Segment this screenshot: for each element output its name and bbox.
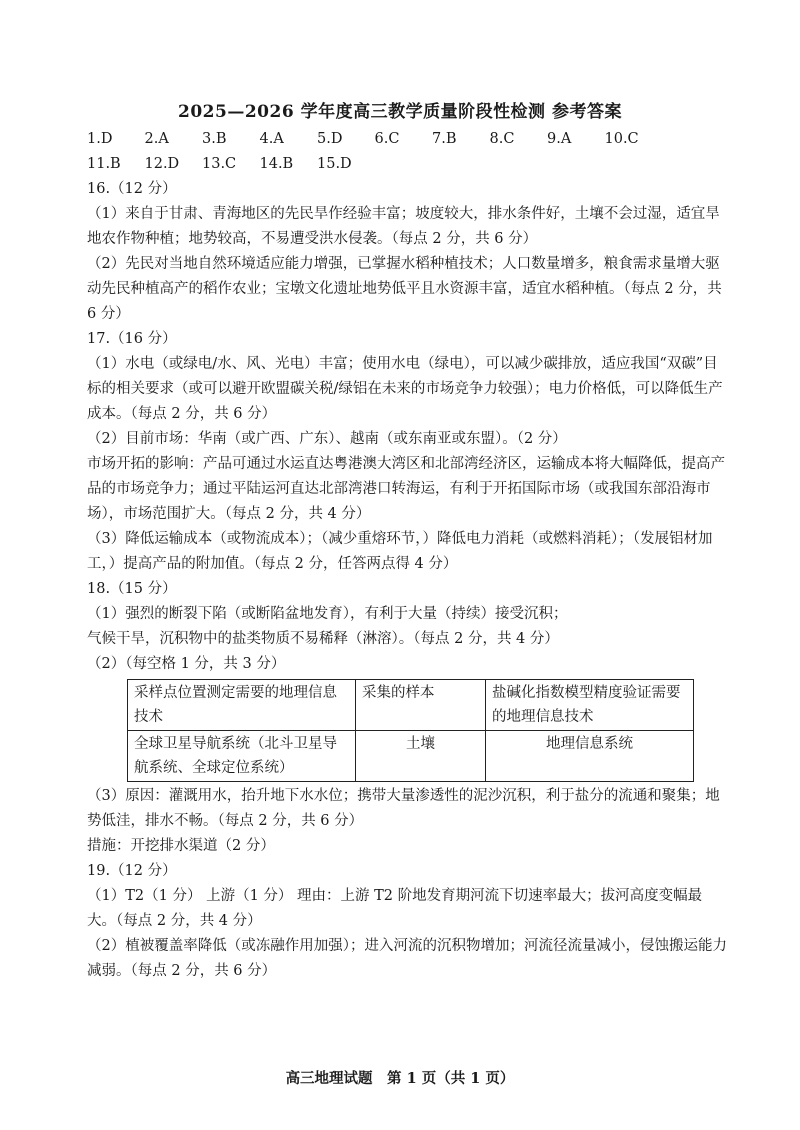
page-footer: 高三地理试题 第 1 页（共 1 页） xyxy=(285,1070,515,1087)
mc-answer: 14.B xyxy=(259,156,294,172)
page-title: 2025—2026 学年度高三教学质量阶段性检测 参考答案 xyxy=(178,102,622,122)
mc-answer: 4.A xyxy=(259,131,284,147)
mc-answer: 3.B xyxy=(202,131,227,147)
q18-part1a: （1）强烈的断裂下陷（或断陷盆地发育），有利于大量（持续）接受沉积； xyxy=(87,606,568,622)
mc-answer: 15.D xyxy=(317,156,352,172)
q18-part2: （2）（每空格 1 分，共 3 分） xyxy=(87,656,286,672)
q18-part1b: 气候干旱，沉积物中的盐类物质不易稀释（淋溶）。（每点 2 分，共 4 分） xyxy=(87,631,559,647)
q18-answer-table xyxy=(127,679,694,782)
q18-header: 18.（15 分） xyxy=(87,581,177,597)
table-header-cell: 盐碱化指数模型精度验证需要的地理信息技术 xyxy=(486,680,694,731)
q17-part1: （1）水电（或绿电/水、风、光电）丰富；使用水电（绿电），可以减少碳排放，适应我国“双碳”目标的相关要求（或可以避开欧盟碳关税/绿铝在未来的市场竞争力较强）；电力价格低，可以降低生产成本。（每点 2 分，共 6 分） xyxy=(87,356,723,422)
table-cell: 全球卫星导航系统（北斗卫星导航系统、全球定位系统） xyxy=(128,731,356,782)
mc-answer: 8.C xyxy=(489,131,515,147)
mc-answers-row-2 xyxy=(87,152,727,177)
mc-answer: 7.B xyxy=(432,131,457,147)
mc-answer: 5.D xyxy=(317,131,343,147)
mc-answer: 6.C xyxy=(374,131,400,147)
q18-measure: 措施：开挖排水渠道（2 分） xyxy=(87,838,275,854)
mc-answer: 2.A xyxy=(144,131,169,147)
q19-header: 19.（12 分） xyxy=(87,863,177,879)
q16-part1: （1）来自于甘肃、青海地区的先民旱作经验丰富；坡度较大，排水条件好，土壤不会过湿，适宜旱地农作物种植；地势较高，不易遭受洪水侵袭。（每点 2 分，共 6 分） xyxy=(87,206,720,247)
q17-header: 17.（16 分） xyxy=(87,331,177,347)
q16-part2: （2）先民对当地自然环境适应能力增强，已掌握水稻种植技术；人口数量增多，粮食需求量增大驱动先民种植高产的稻作农业；宝墩文化遗址地势低平且水资源丰富，适宜水稻种植。（每点 2 分，共 6 分） xyxy=(87,256,722,322)
mc-answer: 1.D xyxy=(87,131,113,147)
mc-answer: 12.D xyxy=(144,156,180,172)
table-header-cell: 采集的样本 xyxy=(356,680,486,731)
q17-part3: （3）降低运输成本（或物流成本）；（减少重熔环节，）降低电力消耗（或燃料消耗）；（发展铝材加工，）提高产品的附加值。（每点 2 分，任答两点得 4 分） xyxy=(87,531,713,572)
q16-header: 16.（12 分） xyxy=(87,181,177,197)
table-row xyxy=(128,731,694,782)
table-cell: 地理信息系统 xyxy=(486,731,694,782)
table-cell: 土壤 xyxy=(356,731,486,782)
q19-part1: （1）T2（1 分） 上游（1 分） 理由：上游 T2 阶地发育期河流下切速率最大；拔河高度变幅最大。（每点 2 分，共 4 分） xyxy=(87,888,703,929)
q17-part2: （2）目前市场：华南（或广西、广东）、越南（或东南亚或东盟）。（2 分） xyxy=(87,431,567,447)
mc-answer: 11.B xyxy=(87,156,121,172)
q18-part3: （3）原因：灌溉用水，抬升地下水水位；携带大量渗透性的泥沙沉积，利于盐分的流通和聚集；地势低洼，排水不畅。（每点 2 分，共 6 分） xyxy=(87,788,720,829)
mc-answer: 13.C xyxy=(202,156,237,172)
table-header-cell: 采样点位置测定需要的地理信息技术 xyxy=(128,680,356,731)
mc-answer: 10.C xyxy=(604,131,639,147)
answer-content xyxy=(87,127,727,984)
mc-answer: 9.A xyxy=(547,131,572,147)
q17-part2-impact: 市场开拓的影响：产品可通过水运直达粤港澳大湾区和北部湾经济区，运输成本将大幅降低，提高产品的市场竞争力；通过平陆运河直达北部湾港口转海运，有利于开拓国际市场（或我国东部沿海市场），市场范围扩大。（每点 2 分，共 4 分） xyxy=(87,456,725,522)
table-row xyxy=(128,680,694,731)
mc-answers-row-1 xyxy=(87,127,727,152)
q19-part2: （2）植被覆盖率降低（或冻融作用加强）；进入河流的沉积物增加；河流径流量减小，侵蚀搬运能力减弱。（每点 2 分，共 6 分） xyxy=(87,938,727,979)
